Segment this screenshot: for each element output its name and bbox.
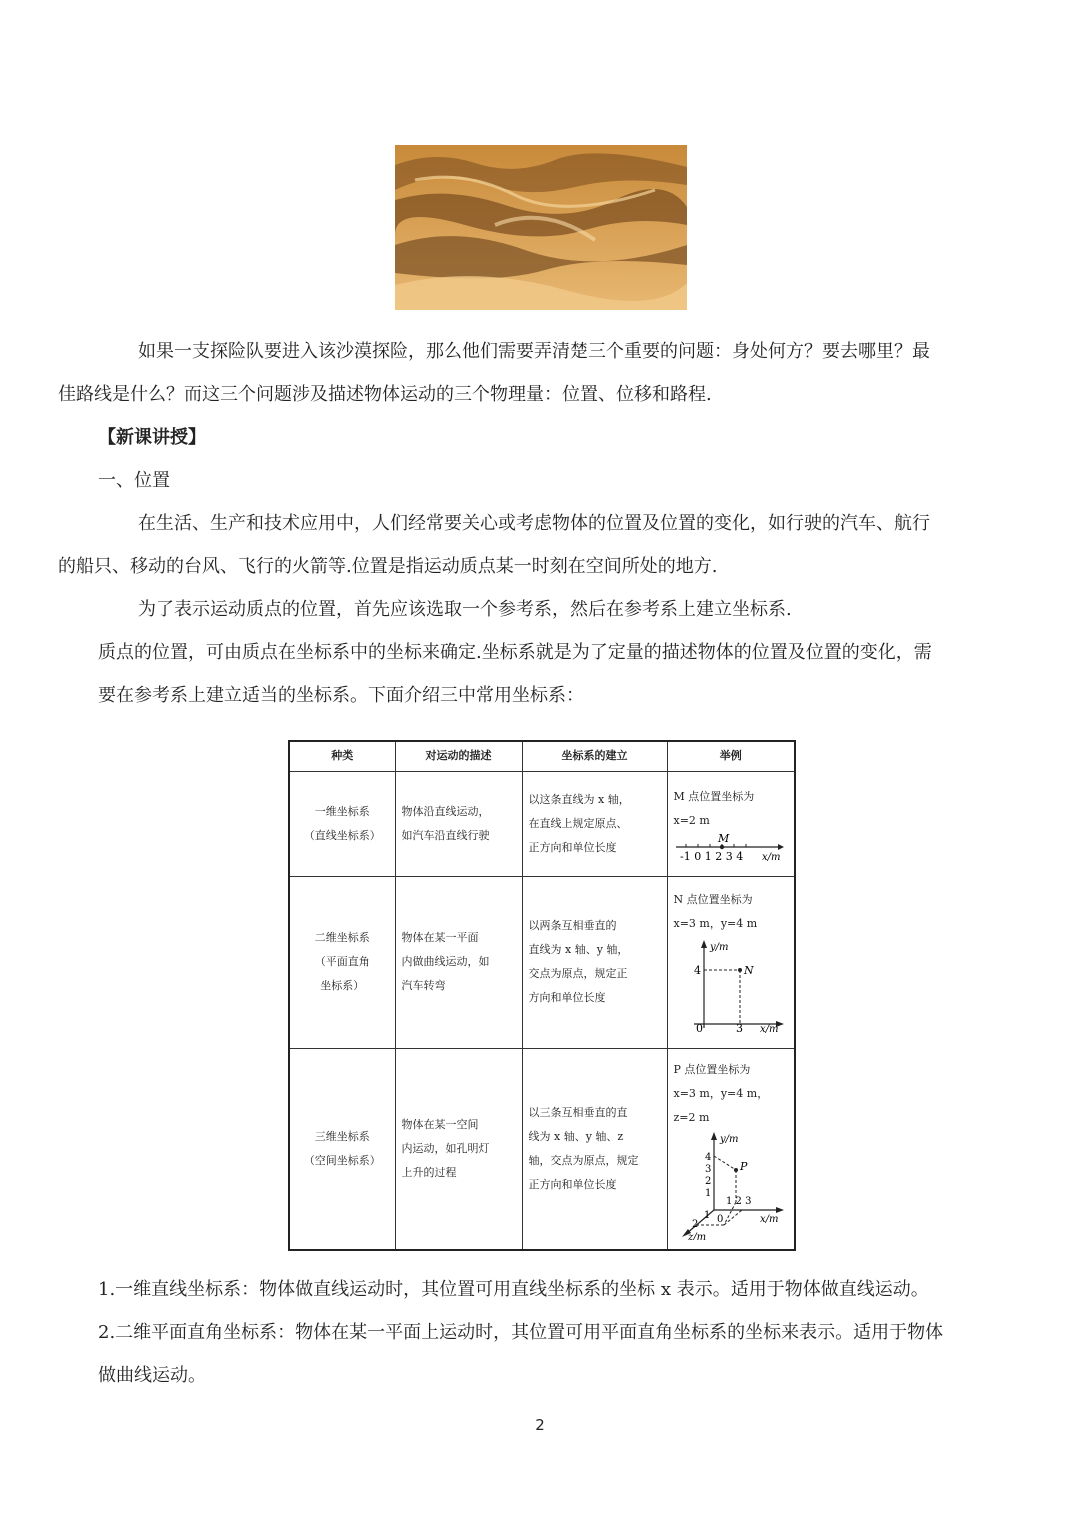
desert-photo: [395, 145, 687, 310]
desc-line: 物体沿直线运动，: [401, 804, 490, 818]
origin-label: 0: [716, 1213, 723, 1225]
kind-line: （平面直角: [314, 955, 370, 968]
note-2: [98, 1311, 988, 1397]
example-line: M 点位置坐标为: [673, 789, 755, 803]
build-line: 以这条直线为 x 轴，: [528, 792, 630, 806]
y-axis-label: y/m: [709, 942, 729, 953]
kind-line: 一维坐标系: [314, 804, 370, 818]
description-cell: [395, 771, 522, 876]
desc-line: 上升的过程: [401, 1165, 457, 1179]
example-line: x=3 m，y=4 m: [673, 917, 758, 930]
example-line: N 点位置坐标为: [673, 893, 753, 906]
build-line: 以两条互相垂直的: [528, 919, 617, 932]
table-header-row: [289, 741, 795, 771]
page-number: 2: [535, 1416, 545, 1434]
section-title: 一、位置: [98, 470, 170, 491]
y-tick: 4: [704, 1151, 711, 1163]
desc-line: 汽车转弯: [401, 979, 446, 992]
example-line: P 点位置坐标为: [673, 1062, 751, 1076]
table-row: [289, 1048, 795, 1250]
body-paragraph-3: [98, 631, 988, 717]
desc-line: 内运动，如孔明灯: [401, 1141, 490, 1155]
description-cell: [395, 876, 522, 1048]
y-tick: 2: [704, 1175, 711, 1187]
construction-cell: [522, 876, 667, 1048]
note-2-line-1: 2.二维平面直角坐标系：物体在某一平面上运动时，其位置可用平面直角坐标系的坐标来表示。适用于物体: [98, 1322, 944, 1343]
description-cell: [395, 1048, 522, 1250]
build-line: 轴，交点为原点，规定: [528, 1153, 639, 1167]
z-axis-label: z/m: [687, 1231, 706, 1240]
build-line: 正方向和单位长度: [528, 1177, 617, 1191]
construction-cell: [522, 1048, 667, 1250]
header-kind: 种类: [289, 741, 395, 771]
z-tick-1: 1: [703, 1209, 710, 1221]
point-n-label: N: [743, 964, 754, 977]
build-line: 在直线上规定原点、: [528, 816, 628, 830]
kind-line: 坐标系）: [320, 979, 365, 992]
construction-cell: [522, 771, 667, 876]
kind-line: 二维坐标系: [314, 931, 370, 944]
desc-line: 物体在某一空间: [401, 1117, 479, 1131]
1d-axis-figure: [674, 833, 790, 863]
build-line: 直线为 x 轴、y 轴，: [528, 943, 629, 956]
desc-line: 物体在某一平面: [401, 931, 479, 944]
build-line: 以三条互相垂直的直: [528, 1105, 628, 1119]
example-line: x=3 m，y=4 m，: [673, 1086, 769, 1100]
3d-axis-figure: [674, 1130, 790, 1240]
body-p1-line-2: 的船只、移动的台风、飞行的火箭等.位置是指运动质点某一时刻在空间所处的地方.: [58, 556, 718, 577]
body-paragraph-1: [58, 502, 988, 588]
header-construction: 坐标系的建立: [522, 741, 667, 771]
example-cell: [667, 876, 795, 1048]
build-line: 交点为原点，规定正: [528, 967, 628, 980]
table-row: [289, 771, 795, 876]
table-row: [289, 876, 795, 1048]
body-paragraph-2: 为了表示运动质点的位置，首先应该选取一个参考系，然后在参考系上建立坐标系.: [138, 599, 792, 620]
body-p3-line-2: 要在参考系上建立适当的坐标系。下面介绍三中常用坐标系：: [98, 685, 584, 706]
intro-paragraph: [58, 330, 988, 416]
coordinate-systems-table: [288, 740, 796, 1251]
example-cell: [667, 771, 795, 876]
kind-line: （空间坐标系）: [303, 1153, 381, 1167]
x-axis-label: x/m: [759, 1213, 778, 1225]
point-m-label: M: [717, 832, 729, 845]
x-ticks: 1 2 3: [725, 1195, 751, 1207]
kind-cell: [289, 1048, 395, 1250]
z-tick-2: 2: [691, 1218, 698, 1230]
origin-label: 0: [695, 1022, 703, 1035]
kind-cell: [289, 876, 395, 1048]
example-line: x=2 m: [673, 813, 710, 827]
header-description: 对运动的描述: [395, 741, 522, 771]
desc-line: 如汽车沿直线行驶: [401, 828, 490, 842]
header-example: 举例: [667, 741, 795, 771]
y-axis-label: y/m: [719, 1133, 739, 1145]
kind-cell: [289, 771, 395, 876]
note-1: 1.一维直线坐标系：物体做直线运动时，其位置可用直线坐标系的坐标 x 表示。适用于物体做直线运动。: [98, 1279, 929, 1300]
tick-labels: -1 0 1 2 3 4: [679, 849, 743, 863]
x-axis-label: x/m: [759, 1024, 778, 1035]
x-axis-label: x/m: [761, 851, 780, 863]
example-line: z=2 m: [673, 1110, 710, 1124]
build-line: 正方向和单位长度: [528, 840, 617, 854]
y-tick-4: 4: [693, 964, 701, 977]
x-tick-3: 3: [735, 1022, 743, 1035]
intro-line-2: 佳路线是什么？而这三个问题涉及描述物体运动的三个物理量：位置、位移和路程.: [58, 384, 712, 405]
kind-line: 三维坐标系: [314, 1129, 370, 1143]
example-cell: [667, 1048, 795, 1250]
note-2-line-2: 做曲线运动。: [98, 1365, 206, 1386]
build-line: 方向和单位长度: [528, 991, 606, 1004]
body-p3-line-1: 质点的位置，可由质点在坐标系中的坐标来确定.坐标系就是为了定量的描述物体的位置及位置的变化，需: [98, 642, 932, 663]
kind-line: （直线坐标系）: [303, 828, 381, 842]
desc-line: 内做曲线运动，如: [401, 955, 490, 968]
intro-line-1: 如果一支探险队要进入该沙漠探险，那么他们需要弄清楚三个重要的问题：身处何方？要去哪里？最: [138, 341, 930, 362]
2d-axis-figure: [674, 936, 790, 1036]
y-tick: 1: [704, 1187, 711, 1199]
point-p-label: P: [739, 1159, 747, 1173]
y-tick: 3: [704, 1163, 711, 1175]
section-header: 【新课讲授】: [98, 427, 206, 448]
body-p1-line-1: 在生活、生产和技术应用中，人们经常要关心或考虑物体的位置及位置的变化，如行驶的汽车、航行: [138, 513, 930, 534]
build-line: 线为 x 轴、y 轴、z: [528, 1129, 624, 1143]
